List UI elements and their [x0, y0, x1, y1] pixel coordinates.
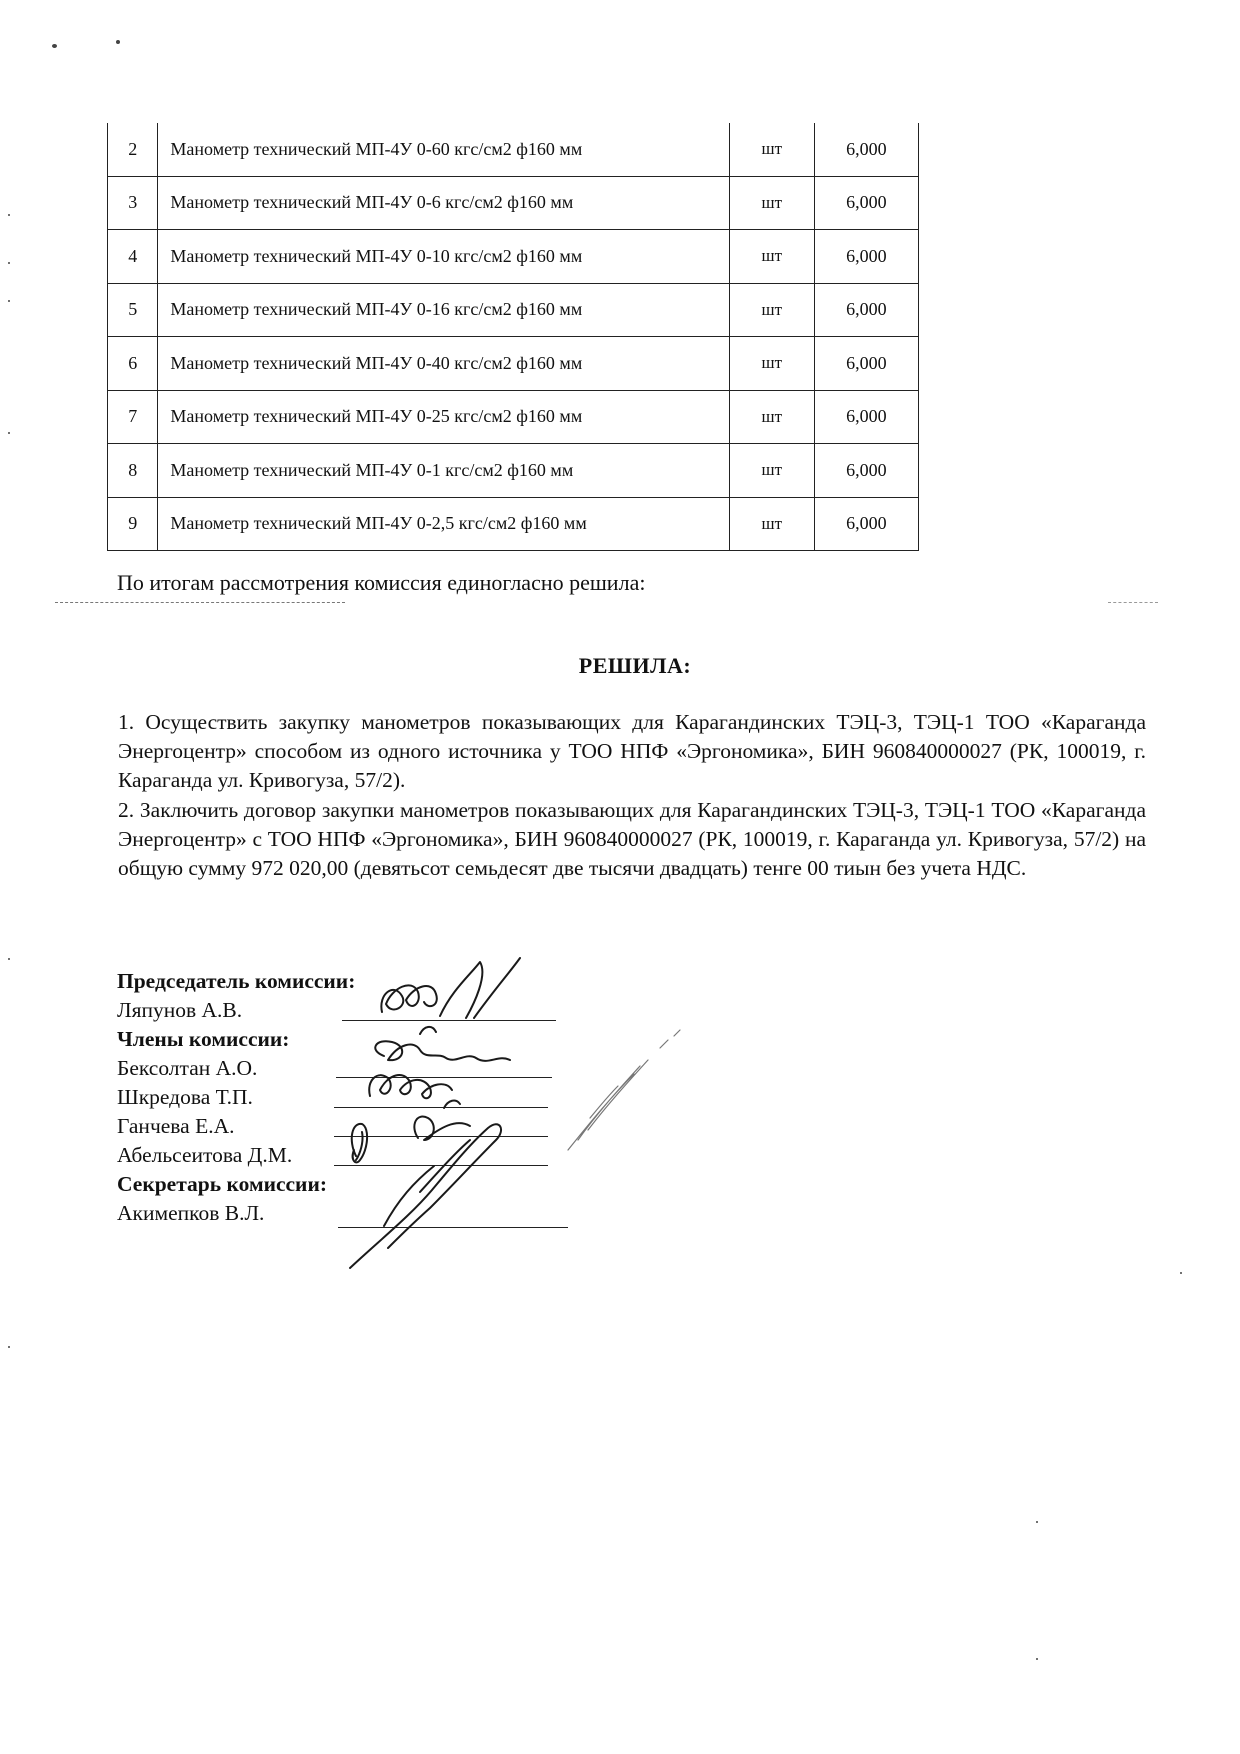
item-unit: шт — [729, 390, 814, 444]
intro-text: По итогам рассмотрения комиссия единогласно решила: — [117, 570, 646, 595]
item-name: Манометр технический МП-4У 0-16 кгс/см2 ф160 мм — [158, 283, 729, 337]
item-unit: шт — [729, 497, 814, 551]
divider-line — [55, 602, 345, 603]
members-role: Члены комиссии: — [117, 1027, 290, 1051]
table-row — [108, 176, 919, 230]
signature-line — [342, 1020, 556, 1021]
row-number: 4 — [108, 230, 158, 284]
item-unit: шт — [729, 123, 814, 176]
faint-mark — [590, 1086, 618, 1118]
row-number: 9 — [108, 497, 158, 551]
item-unit: шт — [729, 444, 814, 498]
divider-line-right — [1108, 602, 1158, 603]
secretary-name: Акимепков В.Л. — [117, 1201, 265, 1225]
table-row — [108, 497, 919, 551]
item-quantity: 6,000 — [814, 176, 918, 230]
row-number: 8 — [108, 444, 158, 498]
row-number: 6 — [108, 337, 158, 391]
signature-line — [334, 1107, 548, 1108]
member-name: Шкредова Т.П. — [117, 1085, 253, 1109]
row-number: 3 — [108, 176, 158, 230]
faint-mark — [568, 1030, 680, 1150]
decision-item-2: 2. Заключить договор закупки манометров показывающих для Карагандинских ТЭЦ-3, ТЭЦ-1 ТОО «Караганда Энергоцентр» с ТОО НПФ «Эргономика», БИН 960840000027 (РК, 100019, г. Караганда ул. Кривогуза, 57/2) на общую сумму 972 020,00 (девятьсот семьдесят две тысячи двадцать) тенге 00 тиын без учета НДС. — [118, 798, 1146, 880]
item-name: Манометр технический МП-4У 0-2,5 кгс/см2 ф160 мм — [158, 497, 729, 551]
table-row — [108, 390, 919, 444]
item-quantity: 6,000 — [814, 230, 918, 284]
table-row — [108, 337, 919, 391]
member-name: Ганчева Е.А. — [117, 1114, 235, 1138]
row-number: 2 — [108, 123, 158, 176]
signature-line — [336, 1077, 552, 1078]
signature-line — [334, 1165, 548, 1166]
secretary-role: Секретарь комиссии: — [117, 1172, 327, 1196]
signature-member-2 — [369, 1075, 452, 1098]
table-row — [108, 444, 919, 498]
decision-item-1: 1. Осуществить закупку манометров показывающих для Карагандинских ТЭЦ-3, ТЭЦ-1 ТОО «Караганда Энергоцентр» способом из одного источника у ТОО НПФ «Эргономика», БИН 960840000027 (РК, 100019, г. Караганда ул. Кривогуза, 57/2). — [118, 710, 1146, 792]
chairman-name: Ляпунов А.В. — [117, 998, 243, 1022]
table-row — [108, 230, 919, 284]
item-name: Манометр технический МП-4У 0-25 кгс/см2 ф160 мм — [158, 390, 729, 444]
item-quantity: 6,000 — [814, 283, 918, 337]
signature-secretary — [350, 1124, 501, 1268]
item-name: Манометр технический МП-4У 0-1 кгс/см2 ф160 мм — [158, 444, 729, 498]
item-unit: шт — [729, 176, 814, 230]
item-quantity: 6,000 — [814, 444, 918, 498]
signature-line — [334, 1136, 548, 1137]
signature-line — [338, 1227, 568, 1228]
item-quantity: 6,000 — [814, 337, 918, 391]
items-table — [107, 123, 919, 551]
signature-block — [117, 967, 355, 1228]
item-unit: шт — [729, 230, 814, 284]
decision-heading: РЕШИЛА: — [578, 653, 692, 678]
item-quantity: 6,000 — [814, 497, 918, 551]
item-name: Манометр технический МП-4У 0-6 кгс/см2 ф160 мм — [158, 176, 729, 230]
signature-member-1 — [375, 1027, 510, 1061]
item-quantity: 6,000 — [814, 390, 918, 444]
row-number: 7 — [108, 390, 158, 444]
item-unit: шт — [729, 337, 814, 391]
chairman-role: Председатель комиссии: — [117, 969, 356, 993]
member-name: Абельсеитова Д.М. — [117, 1143, 293, 1167]
item-name: Манометр технический МП-4У 0-40 кгс/см2 ф160 мм — [158, 337, 729, 391]
item-name: Манометр технический МП-4У 0-60 кгс/см2 ф160 мм — [158, 123, 729, 176]
item-quantity: 6,000 — [814, 123, 918, 176]
member-name: Бексолтан А.О. — [117, 1056, 258, 1080]
item-name: Манометр технический МП-4У 0-10 кгс/см2 ф160 мм — [158, 230, 729, 284]
signature-chairman — [381, 958, 520, 1018]
row-number: 5 — [108, 283, 158, 337]
item-unit: шт — [729, 283, 814, 337]
table-row — [108, 283, 919, 337]
table-row — [108, 123, 919, 176]
